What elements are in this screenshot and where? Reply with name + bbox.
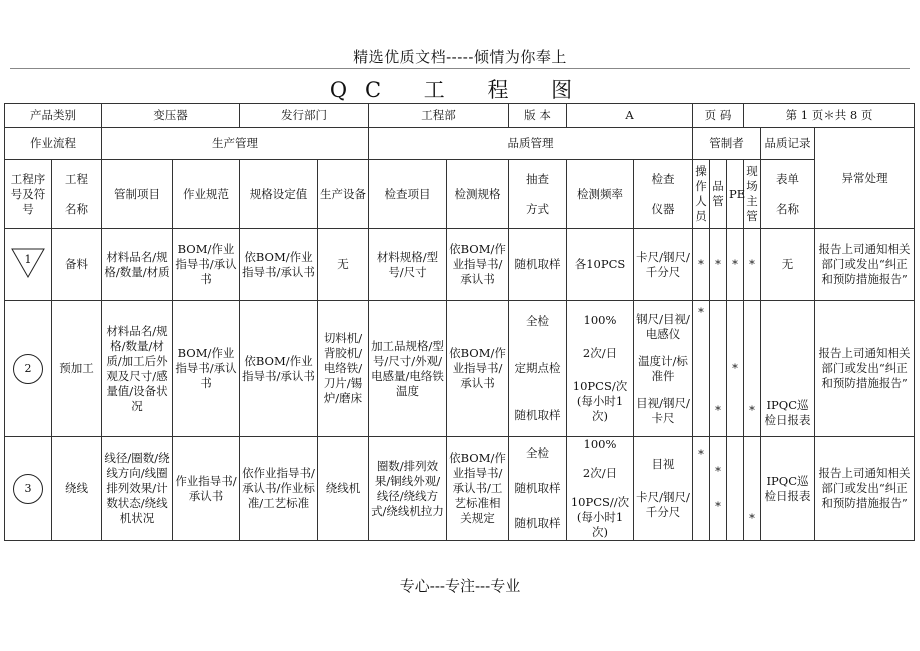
instrument-header: 检查 仪器 xyxy=(634,160,693,229)
frequency-header: 检测频率 xyxy=(567,160,634,229)
control-item: 线径/圈数/绕线方向/线圈排列效果/计数状态/绕线机状况 xyxy=(102,437,173,541)
info-row xyxy=(5,104,915,128)
process-seq-cell xyxy=(5,437,52,541)
header-row-1 xyxy=(5,128,915,160)
supervisor-header: 现场主管 xyxy=(744,160,761,229)
process-name: 预加工 xyxy=(52,301,102,437)
circle-symbol-icon: 2 xyxy=(13,354,43,384)
supervisor-mark: * xyxy=(744,437,761,541)
test-frequency: 100% 2次/日 10PCS//次(每小时1次) xyxy=(567,437,634,541)
product-label: 产品类别 xyxy=(5,104,102,128)
pe-header: PE xyxy=(727,160,744,229)
spec-value: 依BOM/作业指导书/承认书 xyxy=(240,229,318,301)
equipment: 绕线机 xyxy=(318,437,369,541)
spec-value-header: 规格设定值 xyxy=(240,160,318,229)
exception-handling: 报告上司通知相关部门或发出“纠正和预防措施报告” xyxy=(815,301,915,437)
form-name: IPQC巡检日报表 xyxy=(761,437,815,541)
instrument: 钢尺/目视/电感仪 温度计/标准件 目视/钢尺/卡尺 xyxy=(634,301,693,437)
control-item: 材料品名/规格/数量/材质 xyxy=(102,229,173,301)
product-value: 变压器 xyxy=(102,104,240,128)
page-label: 页 码 xyxy=(693,104,744,128)
name-header: 工程 名称 xyxy=(52,160,102,229)
banner-rule xyxy=(10,68,910,69)
work-spec: BOM/作业指导书/承认书 xyxy=(173,301,240,437)
instrument: 目视 卡尺/钢尺/千分尺 xyxy=(634,437,693,541)
supervisor-mark: * xyxy=(744,301,761,437)
control-item-header: 管制项目 xyxy=(102,160,173,229)
operator-mark: * xyxy=(693,437,710,541)
seq-header: 工程序号及符号 xyxy=(5,160,52,229)
header-row-2 xyxy=(5,160,915,229)
supervisor-mark: * xyxy=(744,229,761,301)
form-header: 表单 名称 xyxy=(761,160,815,229)
exception-header: 异常处理 xyxy=(815,128,915,229)
page-footer: 专心---专注---专业 xyxy=(399,577,521,595)
exception-handling: 报告上司通知相关部门或发出“纠正和预防措施报告” xyxy=(815,229,915,301)
sampling-header: 抽查 方式 xyxy=(509,160,567,229)
inspect-item: 材料规格/型号/尺寸 xyxy=(369,229,447,301)
record-header: 品质记录 xyxy=(761,128,815,160)
equipment: 无 xyxy=(318,229,369,301)
process-name: 备料 xyxy=(52,229,102,301)
instrument: 卡尺/钢尺/千分尺 xyxy=(634,229,693,301)
operator-mark: * xyxy=(693,301,710,437)
work-spec-header: 作业规范 xyxy=(173,160,240,229)
equipment: 切料机/背胶机/电络铁/刀片/锡炉/磨床 xyxy=(318,301,369,437)
table-row xyxy=(5,229,915,301)
test-spec: 依BOM/作业指导书/承认书 xyxy=(447,301,509,437)
qc-process-table xyxy=(4,103,915,541)
sampling-method: 全检 随机取样 随机取样 xyxy=(509,437,567,541)
version-value: A xyxy=(567,104,693,128)
form-name: 无 xyxy=(761,229,815,301)
qc-mark: * xyxy=(710,301,727,437)
dept-label: 发行部门 xyxy=(240,104,369,128)
test-spec: 依BOM/作业指导书/承认书 xyxy=(447,229,509,301)
flow-header: 作业流程 xyxy=(5,128,102,160)
work-spec: BOM/作业指导书/承认书 xyxy=(173,229,240,301)
document-banner: 精选优质文档-----倾情为你奉上 xyxy=(353,48,567,66)
test-spec: 依BOM/作业指导书/承认书/工艺标准相关规定 xyxy=(447,437,509,541)
pe-mark: * xyxy=(727,301,744,437)
sampling-method: 随机取样 xyxy=(509,229,567,301)
process-name: 绕线 xyxy=(52,437,102,541)
process-seq-cell xyxy=(5,301,52,437)
test-frequency: 100% 2次/日 10PCS/次(每小时1次) xyxy=(567,301,634,437)
production-header: 生产管理 xyxy=(102,128,369,160)
page-title: QC 工 程 图 xyxy=(329,78,591,102)
circle-symbol-icon: 3 xyxy=(13,474,43,504)
test-frequency: 各10PCS xyxy=(567,229,634,301)
sampling-method: 全检 定期点检 随机取样 xyxy=(509,301,567,437)
process-seq-cell xyxy=(5,229,52,301)
qc-mark: * xyxy=(710,229,727,301)
triangle-symbol-icon: 1 xyxy=(11,248,45,278)
exception-handling: 报告上司通知相关部门或发出“纠正和预防措施报告” xyxy=(815,437,915,541)
page-value: 第 1 页＊共 8 页 xyxy=(744,104,915,128)
table-row xyxy=(5,437,915,541)
pe-mark: * xyxy=(727,229,744,301)
operator-header: 操作人员 xyxy=(693,160,710,229)
dept-value: 工程部 xyxy=(369,104,509,128)
spec-value: 依作业指导书/承认书/作业标准/工艺标准 xyxy=(240,437,318,541)
control-item: 材料品名/规格/数量/材质/加工后外观及尺寸/感量值/设备状况 xyxy=(102,301,173,437)
quality-header: 品质管理 xyxy=(369,128,693,160)
version-label: 版 本 xyxy=(509,104,567,128)
inspect-item: 圈数/排列效果/铜线外观/线径/绕线方式/绕线机拉力 xyxy=(369,437,447,541)
inspect-item-header: 检查项目 xyxy=(369,160,447,229)
manager-header: 管制者 xyxy=(693,128,761,160)
spec-value: 依BOM/作业指导书/承认书 xyxy=(240,301,318,437)
operator-mark: * xyxy=(693,229,710,301)
inspect-item: 加工品规格/型号/尺寸/外观/电感量/电络铁温度 xyxy=(369,301,447,437)
qc-mark: * * xyxy=(710,437,727,541)
qc-header: 品管 xyxy=(710,160,727,229)
table-row xyxy=(5,301,915,437)
work-spec: 作业指导书/承认书 xyxy=(173,437,240,541)
form-name: IPQC巡检日报表 xyxy=(761,301,815,437)
equipment-header: 生产设备 xyxy=(318,160,369,229)
pe-mark xyxy=(727,437,744,541)
test-spec-header: 检测规格 xyxy=(447,160,509,229)
